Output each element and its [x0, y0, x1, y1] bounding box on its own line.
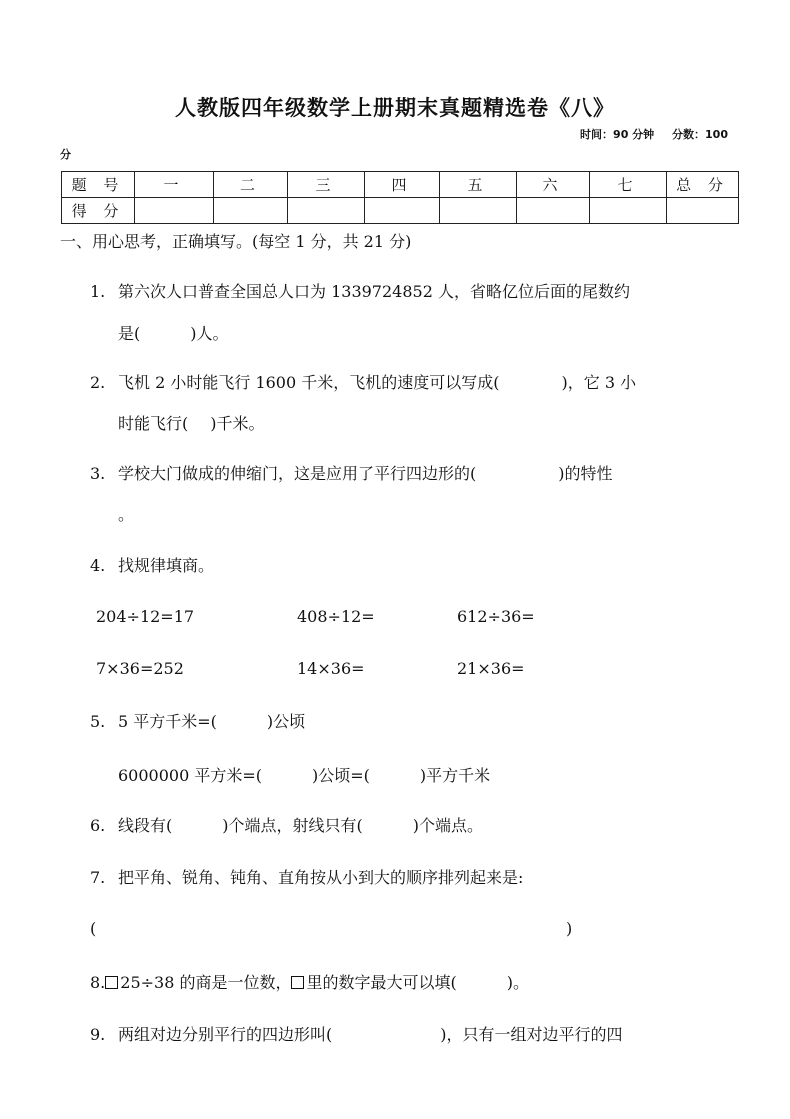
question-text: )，只有一组对边平行的四: [440, 1025, 623, 1044]
question-6: [90, 815, 740, 837]
score-header-cell: 四: [365, 172, 440, 198]
score-header-cell: 三: [288, 172, 365, 198]
question-5-cont: [118, 763, 490, 786]
question-text: 把平角、锐角、钝角、直角按从小到大的顺序排列起来是:: [118, 868, 524, 887]
equation: 14×36=: [297, 659, 365, 678]
question-3: [90, 463, 740, 485]
score-unit: 分: [60, 148, 71, 161]
square-box-icon: [291, 976, 304, 989]
equation: 408÷12=: [297, 607, 375, 626]
question-number: 1.: [90, 282, 106, 301]
question-text: )公顷=(: [312, 766, 370, 785]
section-1-title: 一、用心思考，正确填写。(每空 1 分，共 21 分): [60, 232, 412, 251]
question-text: )平方千米: [419, 766, 491, 785]
score-cell[interactable]: [365, 198, 440, 224]
question-2: [90, 372, 740, 394]
question-text: )千米。: [210, 414, 265, 433]
equation: 204÷12=17: [96, 607, 195, 626]
score-cell[interactable]: [440, 198, 517, 224]
equation: 7×36=252: [96, 659, 184, 678]
page-title: 人教版四年级数学上册期末真题精选卷《八》: [175, 96, 615, 120]
answer-paren-open: (: [90, 919, 97, 938]
equation: 612÷36=: [457, 607, 535, 626]
question-text: 5 平方千米=(: [118, 712, 217, 731]
score-total-label: 分数：100: [672, 128, 728, 141]
score-cell[interactable]: [214, 198, 288, 224]
question-number: 6.: [90, 816, 106, 835]
question-number: 7.: [90, 868, 106, 887]
question-5: [90, 711, 740, 733]
answer-blank[interactable]: [102, 915, 562, 941]
question-2-cont: [118, 411, 265, 434]
question-8: [90, 972, 740, 994]
score-header-cell: 五: [440, 172, 517, 198]
question-text: 找规律填商。: [118, 556, 215, 575]
score-cell[interactable]: [135, 198, 214, 224]
score-cell[interactable]: [590, 198, 667, 224]
question-text: 两组对边分别平行的四边形叫(: [118, 1025, 333, 1044]
question-text: )的特性: [558, 464, 613, 483]
score-header-cell: 题 号: [62, 172, 135, 198]
square-box-icon: [105, 976, 118, 989]
score-cell[interactable]: [288, 198, 365, 224]
question-text: 学校大门做成的伸缩门，这是应用了平行四边形的(: [118, 464, 477, 483]
question-text: 时能飞行(: [118, 414, 189, 433]
score-cell[interactable]: [517, 198, 590, 224]
question-text: )公顷: [266, 712, 306, 731]
question-1-cont: [118, 321, 229, 344]
question-number: 2.: [90, 373, 106, 392]
question-text: )。: [506, 973, 529, 992]
score-header-cell: 总 分: [667, 172, 739, 198]
question-text: 线段有(: [118, 816, 173, 835]
question-7: [90, 867, 740, 889]
question-text: 是(: [118, 324, 141, 343]
question-number: 3.: [90, 464, 106, 483]
question-4: [90, 555, 740, 577]
question-3-cont: 。: [118, 505, 135, 524]
score-table: [61, 171, 739, 224]
score-cell[interactable]: [667, 198, 739, 224]
question-text: )个端点，射线只有(: [222, 816, 363, 835]
score-row-label: 得 分: [62, 198, 135, 224]
question-1: [90, 281, 740, 303]
score-header-cell: 七: [590, 172, 667, 198]
question-text: )个端点。: [412, 816, 483, 835]
question-number: 4.: [90, 556, 106, 575]
exam-meta: [566, 126, 728, 142]
question-text: )人。: [190, 324, 229, 343]
score-table-score-row: [62, 198, 739, 224]
score-header-cell: 一: [135, 172, 214, 198]
answer-paren-close: ): [566, 919, 573, 938]
question-text: 里的数字最大可以填(: [306, 973, 457, 992]
question-9: [90, 1024, 740, 1046]
score-table-header-row: [62, 172, 739, 198]
question-text: 第六次人口普查全国总人口为 1339724852 人，省略亿位后面的尾数约: [118, 282, 630, 301]
question-number: 5.: [90, 712, 106, 731]
question-text: 6000000 平方米=(: [118, 766, 262, 785]
question-number: 9.: [90, 1025, 106, 1044]
question-text: 飞机 2 小时能飞行 1600 千米，飞机的速度可以写成(: [118, 373, 500, 392]
score-header-cell: 六: [517, 172, 590, 198]
question-text: )，它 3 小: [561, 373, 637, 392]
time-label: 时间：90 分钟: [580, 128, 655, 141]
question-text: 25÷38 的商是一位数，: [120, 973, 292, 992]
score-header-cell: 二: [214, 172, 288, 198]
question-number: 8.: [90, 973, 106, 992]
equation: 21×36=: [457, 659, 525, 678]
